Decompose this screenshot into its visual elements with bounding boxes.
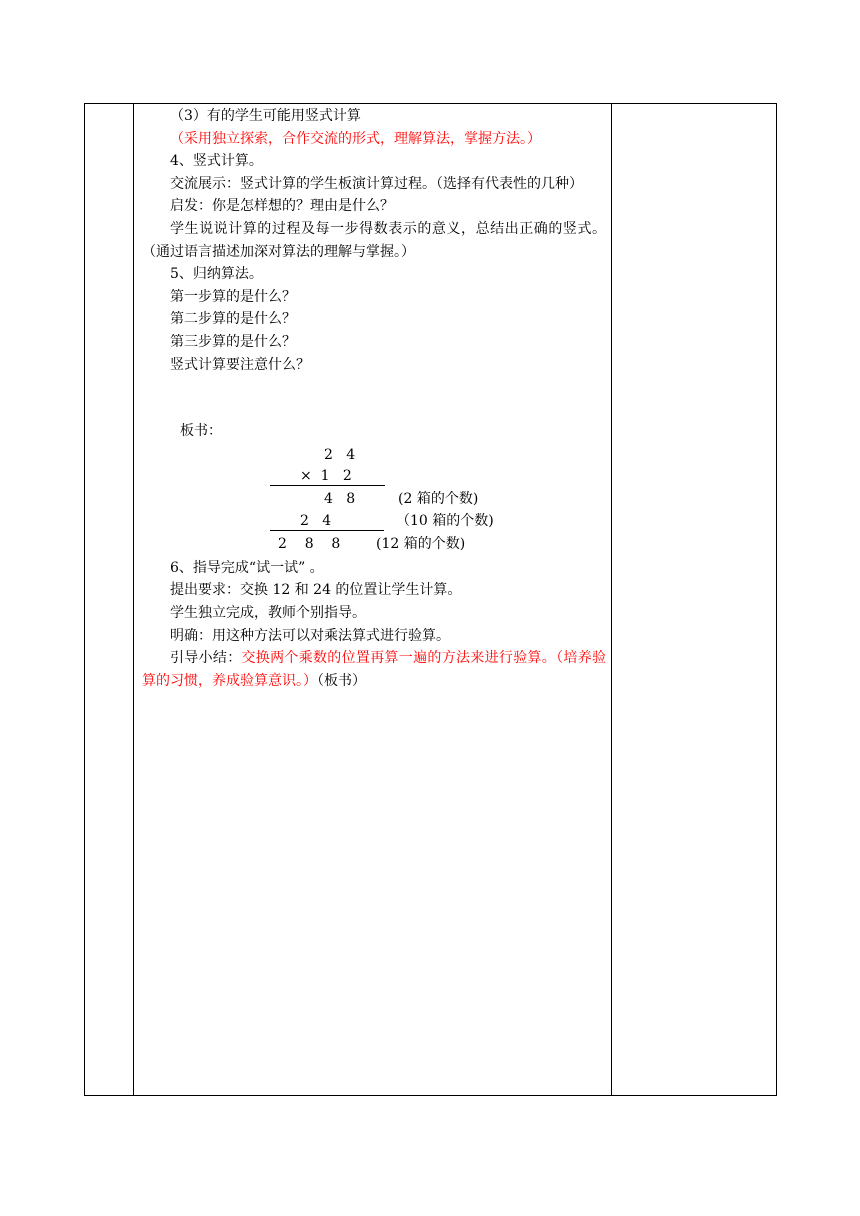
calc-row-5: 2 8 8 [278, 535, 341, 552]
section-heading: 4、竖式计算。 [170, 153, 263, 170]
vertical-calculation [142, 443, 606, 557]
section-heading: 6、指导完成“试一试” 。 [170, 559, 324, 576]
text-line: 明确：用这种方法可以对乘法算式进行验算。 [170, 627, 450, 644]
summary-highlight: 交换两个乘数的位置再算一遍的方法来进行验算。（培养验算的习惯，养成验算意识。） [142, 650, 606, 689]
calc-row-1: 2 4 [324, 446, 356, 463]
calc-rule-1 [270, 485, 385, 486]
question-line: 第二步算的是什么？ [170, 311, 296, 328]
calc-note-12-boxes: (12 箱的个数) [376, 535, 466, 552]
text-line: 学生独立完成，教师个别指导。 [170, 604, 366, 621]
summary-line [142, 647, 606, 692]
section-heading: 5、归纳算法。 [170, 266, 263, 283]
method-note: （采用独立探索，合作交流的形式，理解算法，掌握方法。） [170, 130, 541, 147]
question-line: 竖式计算要注意什么？ [170, 356, 310, 373]
board-label: 板书： [180, 423, 222, 440]
text-line: 学生说说计算的过程及每一步得数表示的意义，总结出正确的竖式。（通过语言描述加深对算法的理解与掌握。） [142, 220, 606, 260]
lesson-content [142, 105, 606, 692]
calc-row-4: 2 4 [300, 512, 332, 529]
text-line: 提出要求：交换 12 和 24 的位置让学生计算。 [170, 582, 462, 599]
question-line: 第一步算的是什么？ [170, 288, 296, 305]
question-line: 第三步算的是什么？ [170, 333, 296, 350]
calc-row-2: × 1 2 [300, 467, 352, 484]
calc-note-2-boxes: (2 箱的个数) [398, 490, 479, 507]
text-line: 交流展示：竖式计算的学生板演计算过程。（选择有代表性的几种） [170, 175, 583, 192]
calc-rule-2 [270, 530, 384, 531]
text-line: （3）有的学生可能用竖式计算 [170, 108, 361, 124]
text-line: 启发：你是怎样想的？理由是什么？ [170, 198, 394, 215]
column-divider-left [133, 103, 134, 1096]
calc-row-3: 4 8 [324, 490, 356, 507]
calc-note-10-boxes: （10 箱的个数) [396, 512, 494, 529]
column-divider-right [611, 103, 612, 1096]
summary-suffix: （板书） [317, 672, 366, 689]
summary-prefix: 引导小结： [170, 650, 242, 667]
